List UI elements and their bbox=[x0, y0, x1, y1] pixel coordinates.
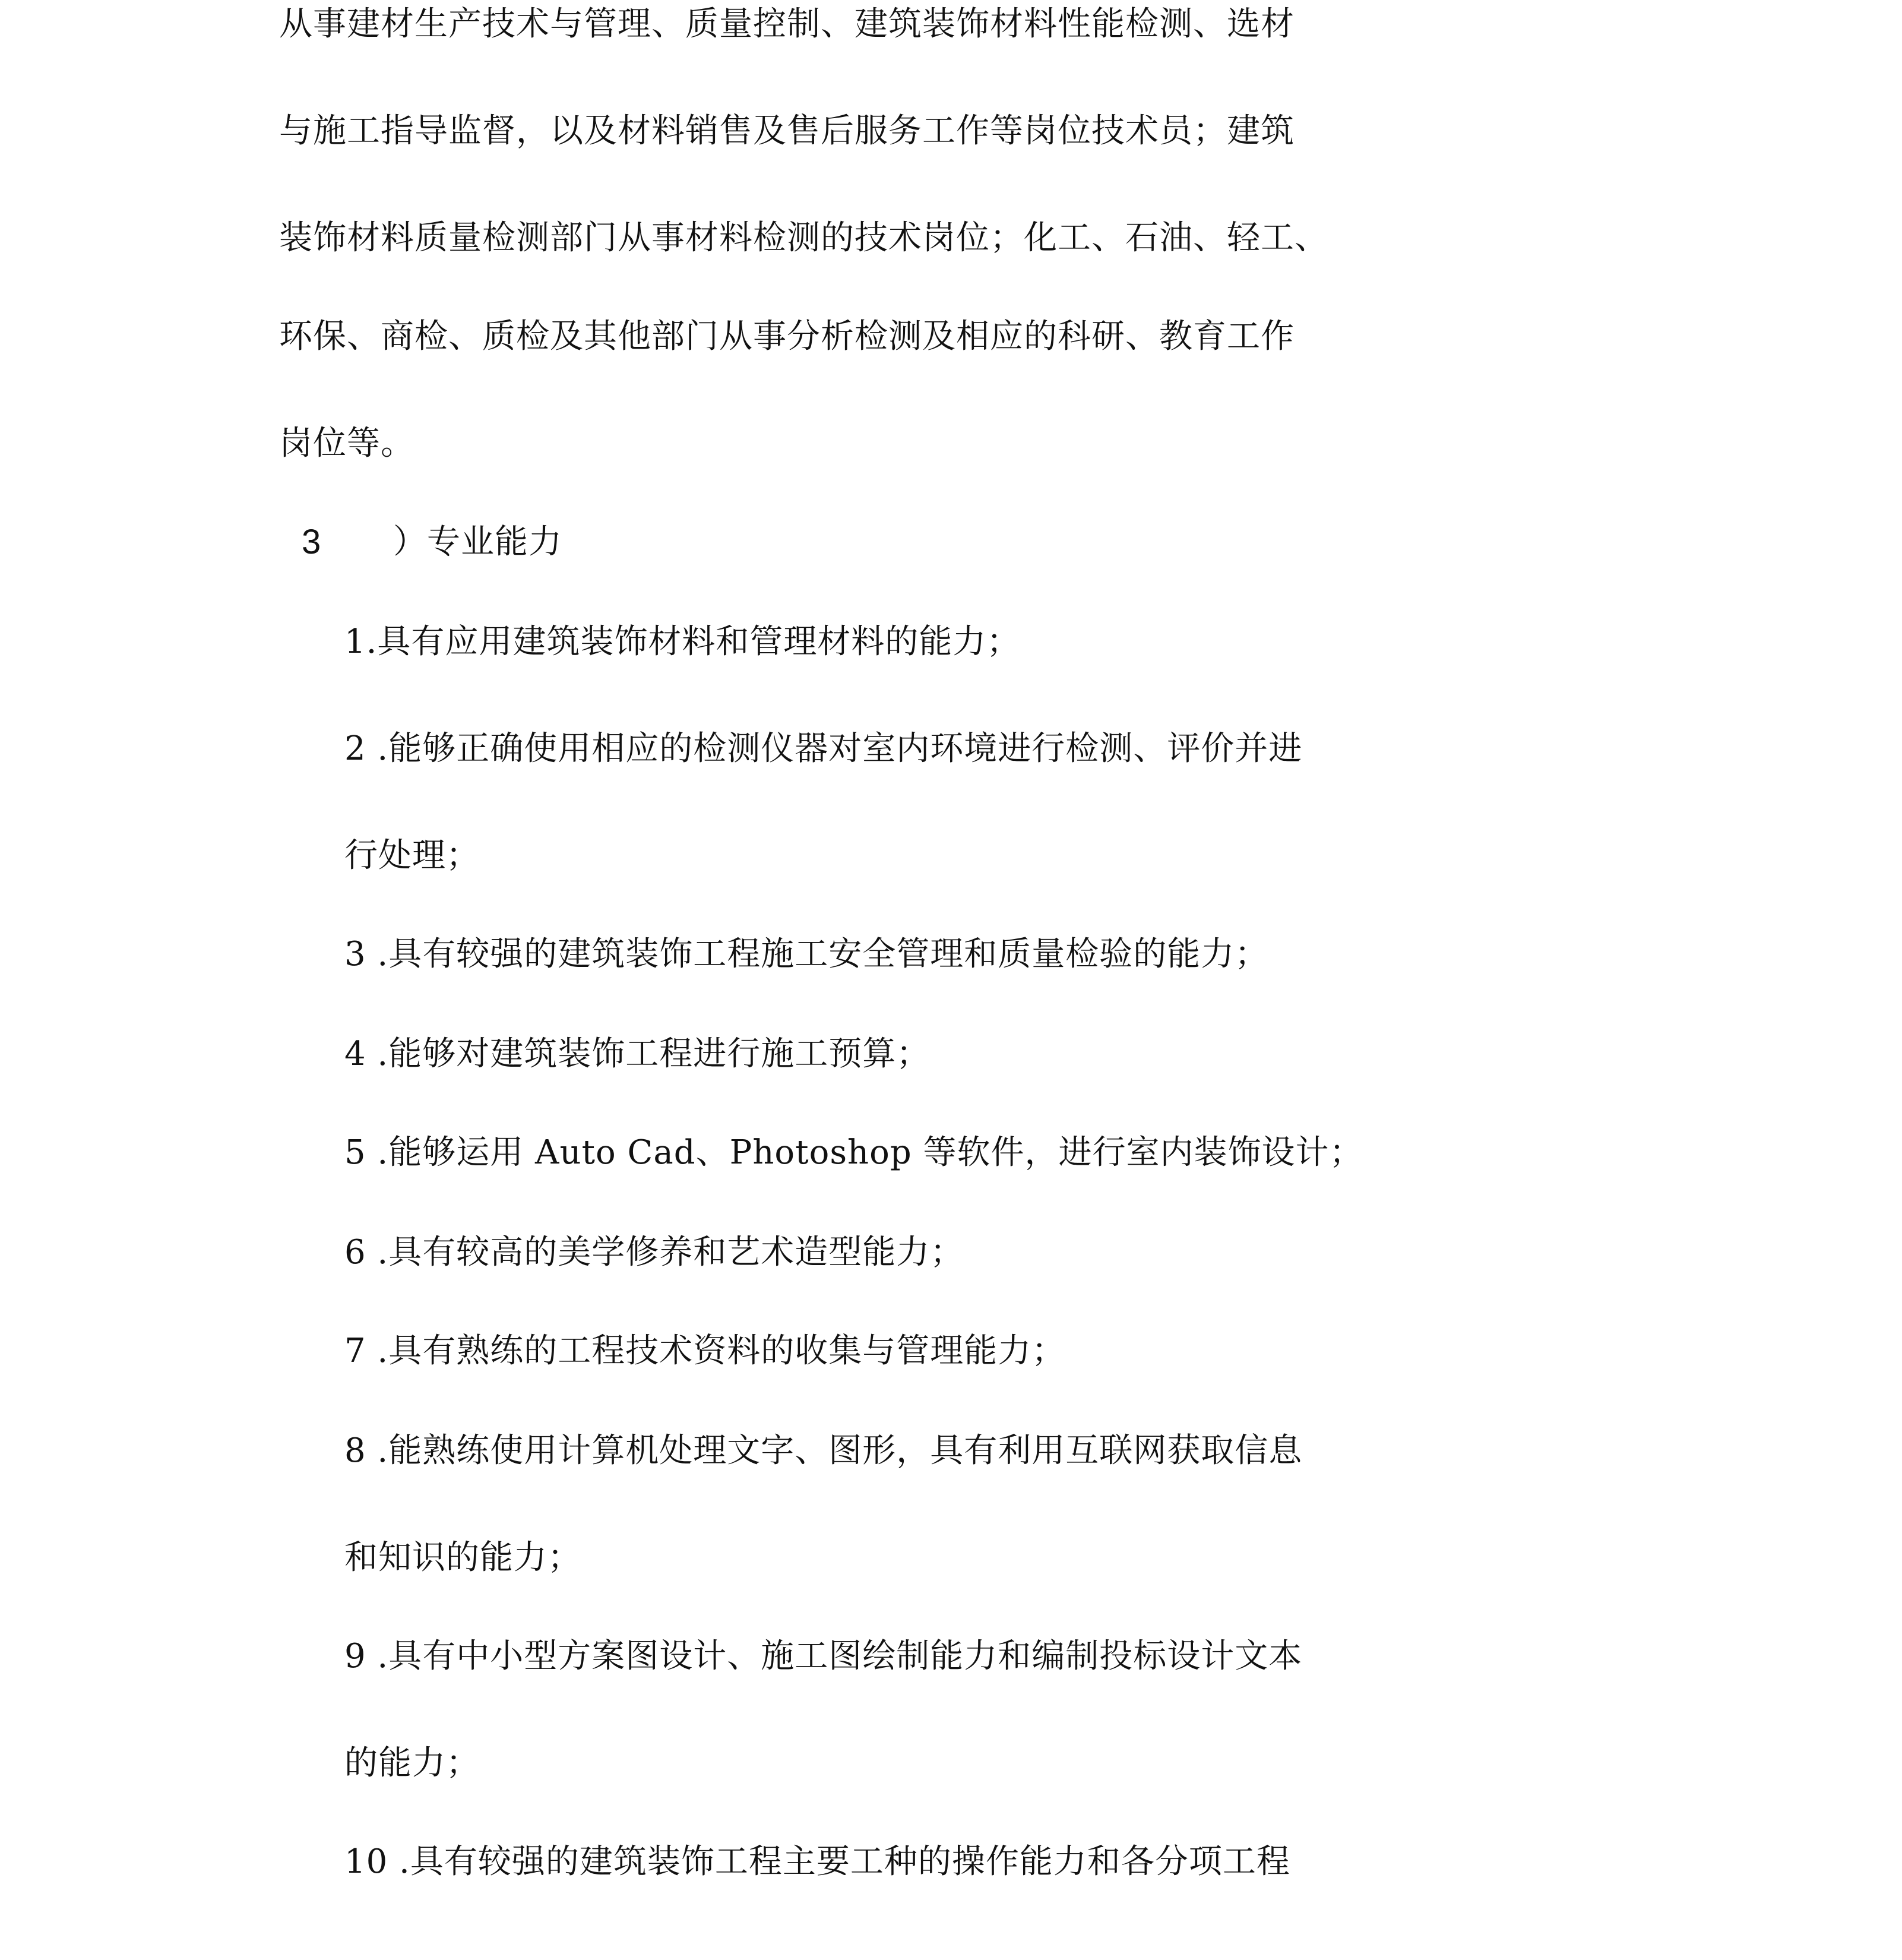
intro-line-2: 与施工指导监督，以及材料销售及售后服务工作等岗位技术员；建筑 bbox=[279, 112, 1295, 150]
list-item-8: 8 .能熟练使用计算机处理文字、图形，具有利用互联网获取信息 bbox=[344, 1431, 1303, 1470]
section-number: 3 bbox=[302, 523, 321, 561]
intro-line-4: 环保、商检、质检及其他部门从事分析检测及相应的科研、教育工作 bbox=[279, 317, 1295, 356]
list-item-3: 3 .具有较强的建筑装饰工程施工安全管理和质量检验的能力； bbox=[344, 935, 1269, 973]
list-item-9: 9 .具有中小型方案图设计、施工图绘制能力和编制投标设计文本 bbox=[344, 1637, 1303, 1676]
list-item-5: 5 .能够运用 Auto Cad、Photoshop 等软件，进行室内装饰设计； bbox=[344, 1133, 1363, 1172]
list-item-4: 4 .能够对建筑装饰工程进行施工预算； bbox=[344, 1035, 931, 1073]
list-item-10: 10 .具有较强的建筑装饰工程主要工种的操作能力和各分项工程 bbox=[344, 1842, 1290, 1881]
list-item-2-cont: 行处理； bbox=[344, 836, 480, 875]
list-item-8-cont: 和知识的能力； bbox=[344, 1538, 581, 1577]
section-title: ）专业能力 bbox=[393, 523, 562, 561]
list-item-1: 1.具有应用建筑装饰材料和管理材料的能力； bbox=[344, 622, 1021, 661]
intro-line-3: 装饰材料质量检测部门从事材料检测的技术岗位；化工、石油、轻工、 bbox=[279, 219, 1328, 257]
list-item-7: 7 .具有熟练的工程技术资料的收集与管理能力； bbox=[344, 1332, 1066, 1370]
intro-line-5: 岗位等。 bbox=[279, 424, 414, 463]
list-item-2: 2 .能够正确使用相应的检测仪器对室内环境进行检测、评价并进 bbox=[344, 729, 1303, 768]
list-item-6: 6 .具有较高的美学修养和艺术造型能力； bbox=[344, 1233, 964, 1272]
list-item-9-cont: 的能力； bbox=[344, 1744, 480, 1782]
intro-line-1: 从事建材生产技术与管理、质量控制、建筑装饰材料性能检测、选材 bbox=[279, 5, 1295, 43]
